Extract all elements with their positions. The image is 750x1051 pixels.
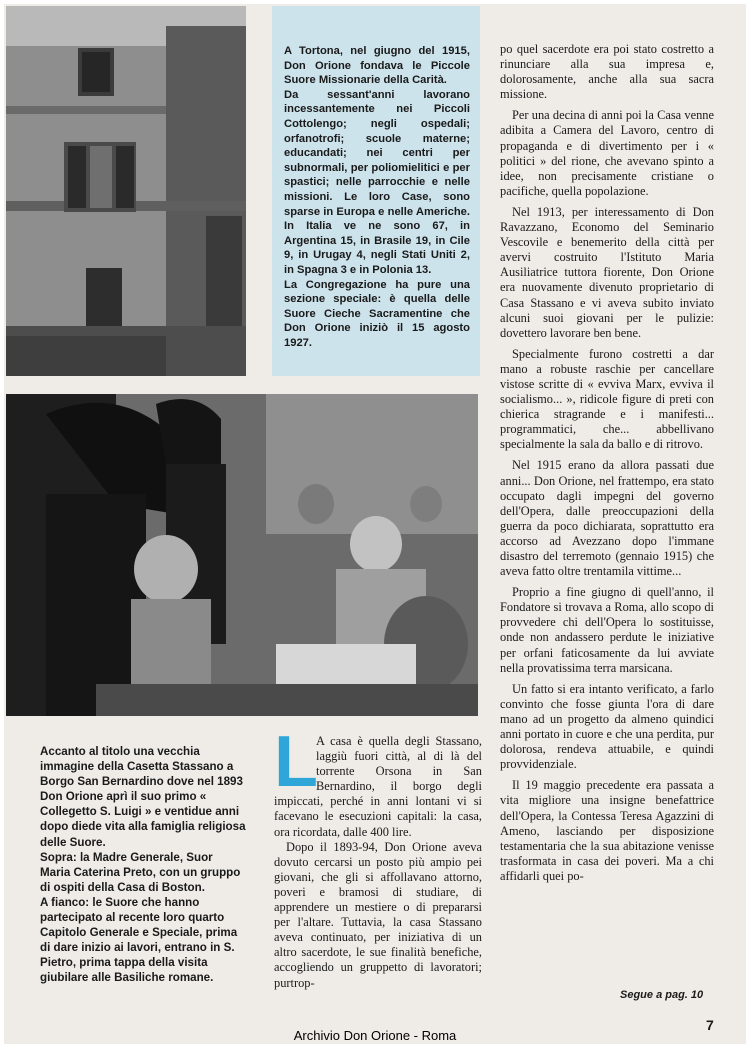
article-paragraph: Dopo il 1893-94, Don Orione aveva dovuto cercarsi un posto più ampio pei giovani, che gli si affollavano attorno, poveri e bramosi di studiare, di apprendere un mestiere o di prepararsi per l'altare. Tuttavia, la casa Stassano aveva continuato, per iniziativa di un altro sacerdote, le sue finalità benefiche, accogliendo un gruppetto di lavoratori; purtrop- <box>274 839 482 990</box>
magazine-page <box>4 4 746 1044</box>
building-photo-illustration <box>6 6 246 376</box>
article-paragraph: Proprio a fine giugno di quell'anno, il Fondatore si trovava a Roma, allo scopo di provvedere chi dell'Opera lo sostituisse, onde non andassero perdute le iniziative per orfani faticosamente da lui avviate nella provatissima terra marsicana. <box>500 585 714 675</box>
article-paragraph: Per una decina di anni poi la Casa venne adibita a Camera del Lavoro, centro di propaganda e di divertimento per i « politici » del rione, che avevano spinto a idee, non precisamente cristiane o pacifiche, quella popolazione. <box>500 108 714 198</box>
archive-footer: Archivio Don Orione - Roma <box>293 1028 457 1043</box>
article-lead-text: A casa è quella degli Stassano, laggiù fuori città, al di là del torrente Orsona in San Bernardino, il borgo degli impiccati, perché in anni lontani vi si facevano le esecuzioni capitali: la casa, ora ricordata, dalle 400 lire. <box>274 734 482 839</box>
photo-captions <box>40 744 246 986</box>
article-paragraph: Il 19 maggio precedente era passata a vita migliore una insigne benefattrice dell'Opera, la Contessa Teresa Agazzini di Ameno, lasciando per disposizione testamentaria che la sua abitazione venisse trasformata in casa dei poveri. Ma a chi affidarli quei po- <box>500 778 714 883</box>
info-paragraph: A Tortona, nel giugno del 1915, Don Orione fondava le Piccole Suore Missionarie della Carità. <box>284 45 470 87</box>
info-paragraph: Da sessant'anni lavorano incessantemente nei Piccoli Cottolengo; negli ospedali; orfanotrofi; scuole materne; educandati; nei centri per subnormali, per poliomielitici e per spastici; nelle parrocchie e nelle missioni. Le loro Case, sono sparse in Europa e nelle Americhe. In Italia ve ne sono 67, in Argentina 15, in Brasile 19, in Cile 9, in Urugay 4, negli Stati Uniti 2, in Spagna 3 e in Polonia 13. <box>284 88 470 276</box>
article-paragraph: Specialmente furono costretti a dar mano a robuste raschie per cancellare vistose scritte di « evviva Marx, evviva il socialismo... », ridicole figure di preti con chierica stragrande e i manifesti... programmatici, che... abbellivano specialmente la sala da ballo e di ritrovo. <box>500 346 714 452</box>
drop-cap-letter: L <box>274 722 318 802</box>
continuation-note: Segue a pag. 10 <box>620 989 704 1001</box>
article-paragraph: Un fatto si era intanto verificato, a farlo convinto che fosse giunta l'ora di dare mano ad un progetto da almeno quindici anni portato in cuore e che una perdita, pur dolorosa, rendeva attuabile, e quindi provvidenziale. <box>500 681 714 772</box>
info-paragraph: La Congregazione ha pure una sezione speciale: è quella delle Suore Cieche Sacramentine che Don Orione iniziò il 15 agosto 1927. <box>284 278 470 349</box>
drop-cap <box>274 722 318 802</box>
article-paragraph: Nel 1913, per interessamento di Don Ravazzano, Economo del Seminario Vescovile e benemerito della città per avervi costruito l'Istituto Maria Ausiliatrice tuttora fiorente, Don Orione era nuovamente divenuto proprietario di Casa Stassano e vi aveva subito inviato alcuni suoi giovani per le pulizie: dovettero lavorare ben bene. <box>500 204 714 340</box>
info-box-text <box>284 44 470 350</box>
middle-column-article <box>274 722 482 991</box>
nuns-photo-illustration <box>6 394 478 716</box>
right-column-article <box>500 42 714 890</box>
article-paragraph: Nel 1915 erano da allora passati due anni... Don Orione, nel frattempo, era stato occupato dagli impegni del governo dell'Opera, dalle preoccupazioni della guerra da poco dichiarata, soprattutto era accorso ad Avezzano dopo l'immane disastro del terremoto (gennaio 1915) che aveva fatto oltre trentamila vittime... <box>500 458 714 579</box>
photo-nuns-with-guests <box>6 394 478 716</box>
caption-paragraph: A fianco: le Suore che hanno partecipato al recente loro quarto Capitolo Generale e Speciale, prima di dare inizio ai lavori, entrano in S. Pietro, prima tappa della visita giubilare alle Basiliche romane. <box>40 895 238 985</box>
page-number: 7 <box>706 1017 714 1033</box>
article-lead-paragraph <box>274 722 482 840</box>
photo-casetta-stassano <box>6 6 246 376</box>
caption-paragraph: Sopra: la Madre Generale, Suor Maria Caterina Preto, con un gruppo di ospiti della Casa di Boston. <box>40 850 241 894</box>
caption-paragraph: Accanto al titolo una vecchia immagine della Casetta Stassano a Borgo San Bernardino dove nel 1893 Don Orione aprì il suo primo « Collegetto S. Luigi » e ventidue anni dopo diede vita alla famiglia religiosa delle Suore. <box>40 745 246 849</box>
article-paragraph: po quel sacerdote era poi stato costretto a rinunciare alla sua impresa e, dolorosamente, anche alla sua sacra missione. <box>500 42 714 102</box>
